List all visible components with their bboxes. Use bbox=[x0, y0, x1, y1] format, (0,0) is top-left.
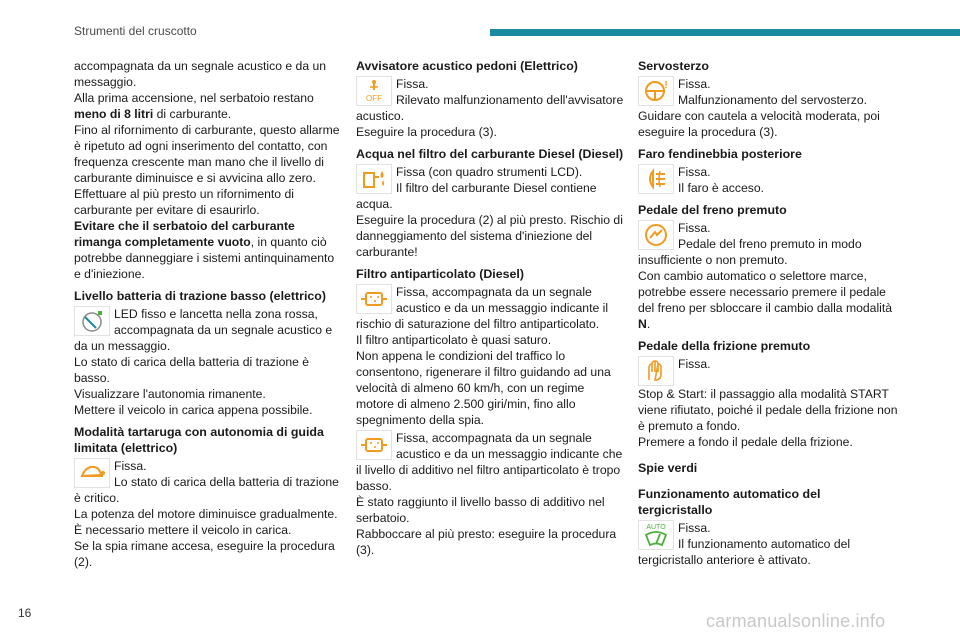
brake-line-2: Pedale del freno premuto in modo insufficiente o non premuto. bbox=[638, 237, 862, 267]
intro-text-2: Alla prima accensione, nel serbatoio restano meno di 8 litri di carburante. bbox=[74, 91, 314, 121]
watermark: carmanualsonline.info bbox=[706, 611, 886, 631]
header-accent-bar bbox=[490, 29, 960, 36]
water-block bbox=[356, 164, 624, 260]
dpf-heading: Filtro antiparticolato (Diesel) bbox=[356, 267, 524, 281]
wiper-line-2: Il funzionamento automatico del tergicristallo anteriore è attivato. bbox=[638, 537, 851, 567]
clutch-line-3: Premere a fondo il pedale della frizione. bbox=[638, 435, 853, 449]
clutch-line-1: Fissa. bbox=[678, 357, 711, 371]
dpf-line-5: È stato raggiunto il livello basso di additivo nel serbatoio. bbox=[356, 495, 605, 525]
steering-line-2: Malfunzionamento del servosterzo. bbox=[678, 93, 868, 107]
column-2 bbox=[356, 58, 624, 560]
particulate-filter-icon bbox=[356, 284, 392, 314]
water-line-3: Eseguire la procedura (2) al più presto. Rischio di danneggiamento del sistema d'iniezione del carburante! bbox=[356, 213, 623, 259]
turtle-line-3: La potenza del motore diminuisce gradualmente. bbox=[74, 507, 338, 521]
clutch-block bbox=[638, 356, 898, 450]
svg-text:!: ! bbox=[664, 80, 668, 91]
foglamp-line-1: Fissa. bbox=[678, 165, 711, 179]
battery-block bbox=[74, 306, 344, 418]
intro-text-4: Effettuare al più presto un rifornimento di carburante per evitare di esaurirlo. bbox=[74, 187, 294, 217]
pedestrian-warning-off-icon bbox=[356, 76, 392, 106]
dpf-block-2 bbox=[356, 430, 624, 558]
clutch-line-2: Stop & Start: il passaggio alla modalità START viene rifiutato, poiché il pedale della frizione non è premuto a fondo. bbox=[638, 387, 898, 433]
steering-block bbox=[638, 76, 898, 140]
pedestrian-line-3: Eseguire la procedura (3). bbox=[356, 125, 497, 139]
water-heading: Acqua nel filtro del carburante Diesel (Diesel) bbox=[356, 147, 624, 161]
power-steering-icon bbox=[638, 76, 674, 106]
turtle-icon bbox=[74, 458, 110, 488]
foglamp-heading: Faro fendinebbia posteriore bbox=[638, 147, 802, 161]
pedestrian-line-1: Fissa. bbox=[396, 77, 429, 91]
water-in-fuel-icon bbox=[356, 164, 392, 194]
battery-line-4: Mettere il veicolo in carica appena possibile. bbox=[74, 403, 313, 417]
dpf-line-1: Fissa, accompagnata da un segnale acustico e da un messaggio indicante il rischio di saturazione del filtro antiparticolato. bbox=[356, 285, 609, 331]
pedestrian-line-2: Rilevato malfunzionamento dell'avvisatore acustico. bbox=[356, 93, 624, 123]
turtle-block bbox=[74, 458, 344, 570]
battery-line-2: Lo stato di carica della batteria di trazione è basso. bbox=[74, 355, 310, 385]
green-lamps-heading: Spie verdi bbox=[638, 461, 698, 475]
wiper-line-1: Fissa. bbox=[678, 521, 711, 535]
dpf-line-4: Fissa, accompagnata da un segnale acustico e da un messaggio indicante che il livello di additivo nel filtro antiparticolato è tropo basso. bbox=[356, 431, 623, 493]
brake-pedal-icon bbox=[638, 220, 674, 250]
svg-text:AUTO: AUTO bbox=[646, 524, 666, 531]
page-number: 16 bbox=[18, 606, 32, 620]
clutch-heading: Pedale della frizione premuto bbox=[638, 339, 811, 353]
turtle-line-5: Se la spia rimane accesa, eseguire la procedura (2). bbox=[74, 539, 335, 569]
turtle-line-1: Fissa. bbox=[114, 459, 147, 473]
battery-line-1: LED fisso e lancetta nella zona rossa, accompagnata da un segnale acustico e da un messaggio. bbox=[74, 307, 333, 353]
rear-fog-lamp-icon bbox=[638, 164, 674, 194]
dpf-line-3: Non appena le condizioni del traffico lo consentono, rigenerare il filtro guidando ad una velocità di almeno 60 km/h, con un regime motore di almeno 2.500 giri/min, fino allo spegnimento della spia. bbox=[356, 349, 611, 427]
turtle-line-4: È necessario mettere il veicolo in carica. bbox=[74, 523, 292, 537]
foglamp-line-2: Il faro è acceso. bbox=[678, 181, 765, 195]
wiper-heading: Funzionamento automatico del tergicristallo bbox=[638, 487, 821, 517]
water-line-2: Il filtro del carburante Diesel contiene acqua. bbox=[356, 181, 597, 211]
svg-text:OFF: OFF bbox=[366, 94, 382, 103]
foglamp-block bbox=[638, 164, 898, 196]
intro-text-3: Fino al rifornimento di carburante, questo allarme è ripetuto ad ogni inserimento del contatto, con frequenza crescente man mano che il livello di carburante diminuisce e si avvicina allo zero. bbox=[74, 123, 340, 185]
column-1 bbox=[74, 58, 344, 572]
battery-heading: Livello batteria di trazione basso (elettrico) bbox=[74, 289, 326, 303]
intro-text-5: Evitare che il serbatoio del carburante rimanga completamente vuoto, in quanto ciò potrebbe danneggiare i sistemi antinquinamento e d'iniezione. bbox=[74, 219, 335, 281]
brake-line-3: Con cambio automatico o selettore marce, potrebbe essere necessario premere il pedale del freno per sbloccare il cambio dalla modalità N. bbox=[638, 269, 893, 331]
dpf-block-1 bbox=[356, 284, 624, 428]
water-line-1: Fissa (con quadro strumenti LCD). bbox=[396, 165, 583, 179]
brake-line-1: Fissa. bbox=[678, 221, 711, 235]
dpf-line-2: Il filtro antiparticolato è quasi saturo. bbox=[356, 333, 552, 347]
dpf-line-6: Rabboccare al più presto: eseguire la procedura (3). bbox=[356, 527, 617, 557]
clutch-pedal-icon bbox=[638, 356, 674, 386]
brake-heading: Pedale del freno premuto bbox=[638, 203, 787, 217]
section-title: Strumenti del cruscotto bbox=[74, 24, 197, 38]
auto-wiper-icon bbox=[638, 520, 674, 550]
steering-heading: Servosterzo bbox=[638, 59, 709, 73]
turtle-heading: Modalità tartaruga con autonomia di guida limitata (elettrico) bbox=[74, 425, 324, 455]
battery-low-gauge-icon bbox=[74, 306, 110, 336]
pedestrian-heading: Avvisatore acustico pedoni (Elettrico) bbox=[356, 59, 578, 73]
brake-block bbox=[638, 220, 898, 332]
steering-line-3: Guidare con cautela a velocità moderata, poi eseguire la procedura (3). bbox=[638, 109, 880, 139]
particulate-filter-additive-icon bbox=[356, 430, 392, 460]
turtle-line-2: Lo stato di carica della batteria di trazione è critico. bbox=[74, 475, 339, 505]
battery-line-3: Visualizzare l'autonomia rimanente. bbox=[74, 387, 266, 401]
steering-line-1: Fissa. bbox=[678, 77, 711, 91]
wiper-block bbox=[638, 520, 898, 568]
pedestrian-block bbox=[356, 76, 624, 140]
intro-text-1: accompagnata da un segnale acustico e da un messaggio. bbox=[74, 59, 327, 89]
column-3 bbox=[638, 58, 898, 570]
